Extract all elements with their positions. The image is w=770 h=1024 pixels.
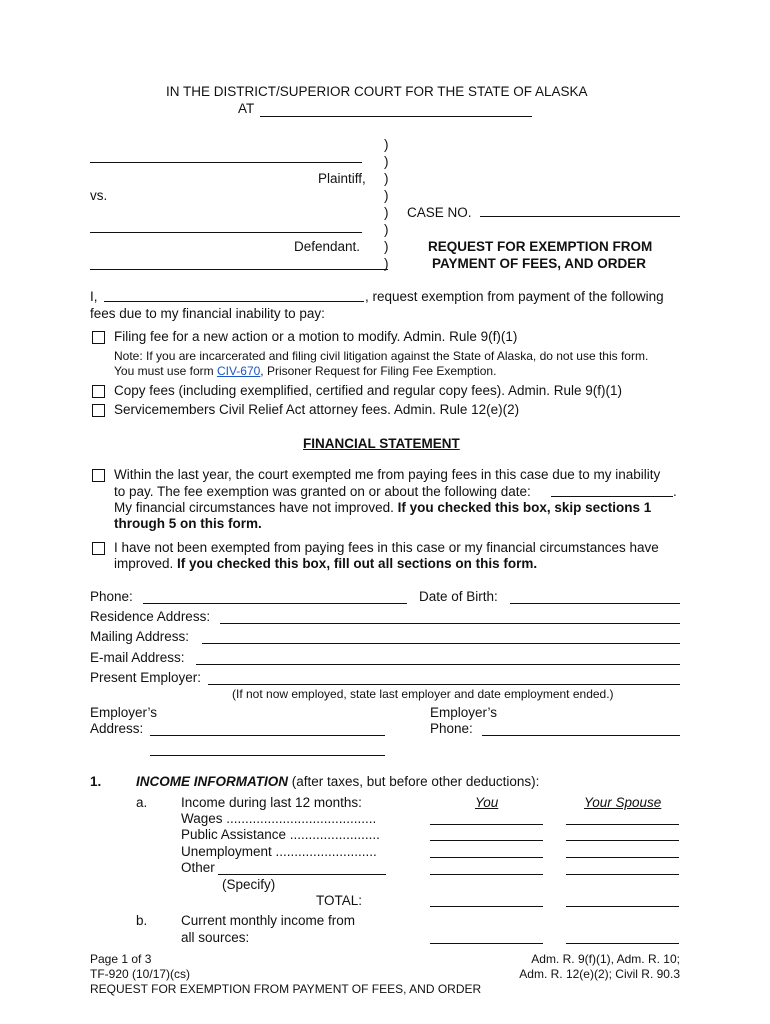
servicemembers-checkbox[interactable] [92,404,105,417]
public-spouse-field[interactable] [566,840,679,841]
monthly-spouse-field[interactable] [566,943,679,944]
employer-address-label-2: Address: [90,721,144,736]
income-b-line2: all sources: [181,930,250,945]
opt2-line1: I have not been exempted from paying fees in this case or my financial circumstances have [114,540,659,555]
residence-label: Residence Address: [90,609,211,624]
specify-label: (Specify) [222,877,276,892]
caption-paren: ) [384,171,389,186]
applicant-name-field[interactable] [104,301,364,302]
employer-phone-label-2: Phone: [430,721,473,736]
total-spouse-field[interactable] [566,906,679,907]
form-title-line1: REQUEST FOR EXEMPTION FROM [428,239,653,254]
servicemembers-label: Servicemembers Civil Relief Act attorney fees. Admin. Rule 12(e)(2) [114,402,520,417]
vs-label: vs. [90,188,108,203]
caption-paren: ) [384,239,389,254]
not-exempted-checkbox[interactable] [92,542,105,555]
income-heading: INCOME INFORMATION (after taxes, but before other deductions): [136,774,540,789]
residence-field[interactable] [220,623,680,624]
wages-label: Wages ........................................ [181,811,377,826]
case-no-field[interactable] [480,216,680,217]
employer-note: (If not now employed, state last employer and date employment ended.) [232,687,614,701]
at-label: AT [238,101,255,116]
form-title-line2: PAYMENT OF FEES, AND ORDER [432,256,647,271]
employer-address-label-1: Employer’s [90,705,158,720]
caption-paren: ) [384,137,389,152]
email-label: E-mail Address: [90,650,185,665]
exemption-date-field[interactable] [551,496,673,497]
unemployment-label: Unemployment ........................... [181,844,377,859]
opt1-line1: Within the last year, the court exempted me from paying fees in this case due to my inability [114,467,661,482]
income-a-label: a. [136,795,148,810]
employer-field[interactable] [208,684,680,685]
court-location-field[interactable] [260,116,532,117]
footer-page: Page 1 of 3 [90,952,152,966]
footer-rules-2: Adm. R. 12(e)(2); Civil R. 90.3 [519,967,680,981]
filing-fee-checkbox[interactable] [92,331,105,344]
opt1-line4: through 5 on this form. [114,516,262,531]
other-label: Other [181,860,215,875]
opt2-line2: improved. If you checked this box, fill out all sections on this form. [114,556,538,571]
footer-title: REQUEST FOR EXEMPTION FROM PAYMENT OF FEES, AND ORDER [90,982,482,996]
total-label: TOTAL: [316,893,363,908]
case-no-label: CASE NO. [407,205,472,220]
total-you-field[interactable] [430,906,543,907]
copy-fees-label: Copy fees (including exemplified, certified and regular copy fees). Admin. Rule 9(f)(1) [114,383,622,398]
intro-line2: fees due to my financial inability to pay: [90,306,325,321]
caption-paren: ) [384,188,389,203]
public-you-field[interactable] [430,840,543,841]
opt1-line3: My financial circumstances have not improved. If you checked this box, skip sections 1 [114,500,652,515]
plaintiff-name-field[interactable] [90,162,362,163]
plaintiff-label: Plaintiff, [318,171,366,186]
income-a-text: Income during last 12 months: [181,795,362,810]
caption-bottom-rule [90,269,388,270]
financial-statement-heading: FINANCIAL STATEMENT [303,436,460,451]
court-heading: IN THE DISTRICT/SUPERIOR COURT FOR THE STATE OF ALASKA [166,84,588,99]
dob-label: Date of Birth: [419,589,498,604]
other-specify-field[interactable] [218,874,386,875]
filing-fee-label: Filing fee for a new action or a motion to modify. Admin. Rule 9(f)(1) [114,329,518,344]
civ-670-link[interactable]: CIV-670 [216,364,261,378]
public-assistance-label: Public Assistance ........................ [181,827,380,842]
unemployment-spouse-field[interactable] [566,857,679,858]
opt1-period: . [673,484,677,499]
defendant-name-field[interactable] [90,232,362,233]
employer-phone-label-1: Employer’s [430,705,498,720]
footer-rules-1: Adm. R. 9(f)(1), Adm. R. 10; [531,952,680,966]
dob-field[interactable] [510,603,680,604]
footer-form-number: TF-920 (10/17)(cs) [90,967,191,981]
email-field[interactable] [196,664,680,665]
mailing-label: Mailing Address: [90,629,190,644]
caption-paren: ) [384,205,389,220]
opt1-line2: to pay. The fee exemption was granted on or about the following date: [114,484,531,499]
defendant-label: Defendant. [294,239,361,254]
employer-address-field[interactable] [150,735,385,736]
employer-address-field-2[interactable] [150,755,385,756]
wages-you-field[interactable] [430,824,543,825]
intro-i-label: I, [90,289,98,304]
mailing-field[interactable] [202,643,680,644]
income-b-line1: Current monthly income from [181,913,356,928]
caption-paren: ) [384,222,389,237]
income-b-label: b. [136,913,148,928]
note-line1: Note: If you are incarcerated and filing civil litigation against the State of Alaska, do not use this form. [114,349,649,363]
other-you-field[interactable] [430,874,543,875]
phone-field[interactable] [143,603,407,604]
section-1-number: 1. [90,774,102,789]
previously-exempted-checkbox[interactable] [92,469,105,482]
caption-paren: ) [384,256,389,271]
unemployment-you-field[interactable] [430,857,543,858]
monthly-you-field[interactable] [430,943,543,944]
caption-paren: ) [384,154,389,169]
employer-phone-field[interactable] [482,735,680,736]
wages-spouse-field[interactable] [566,824,679,825]
other-spouse-field[interactable] [566,874,679,875]
intro-request-text: , request exemption from payment of the following [365,289,664,304]
col-spouse-heading: Your Spouse [584,795,662,810]
phone-label: Phone: [90,589,133,604]
employer-label: Present Employer: [90,670,202,685]
col-you-heading: You [475,795,499,810]
note-line2: You must use form CIV-670, Prisoner Request for Filing Fee Exemption. [114,364,497,378]
copy-fees-checkbox[interactable] [92,385,105,398]
